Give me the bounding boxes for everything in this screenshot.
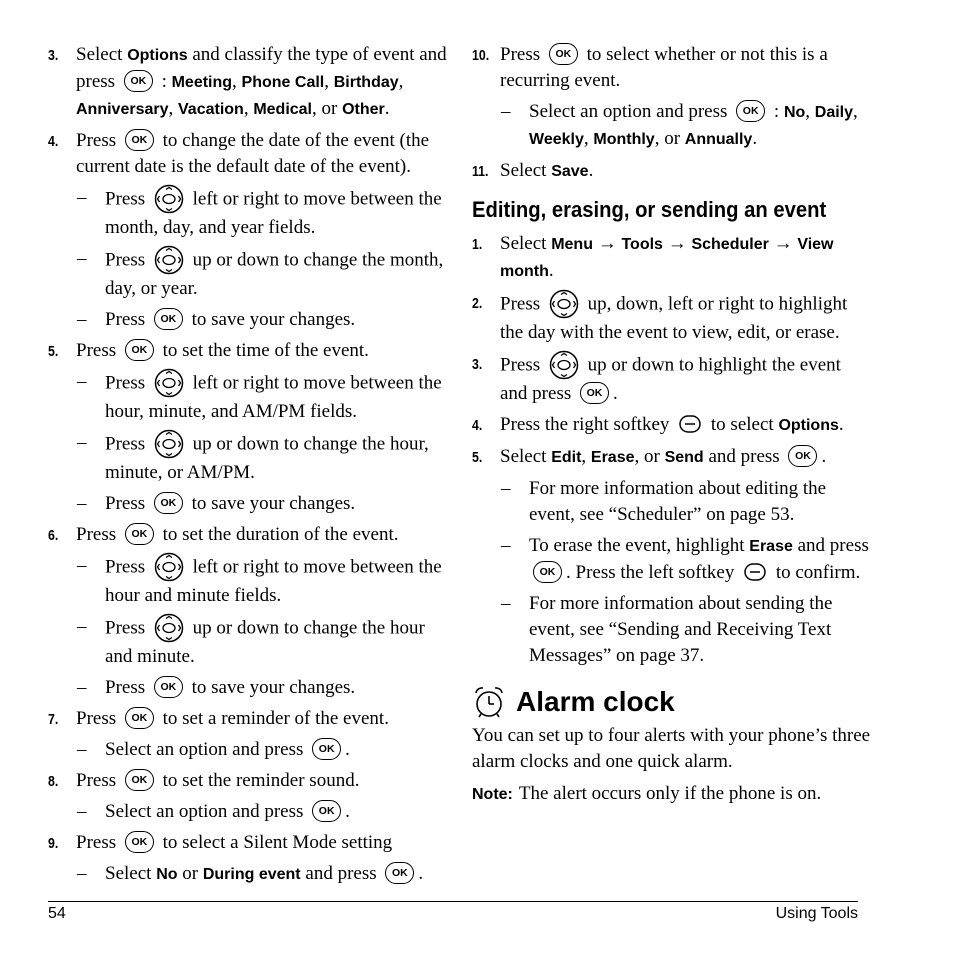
- step-number: 2.: [472, 296, 483, 312]
- ok-key-icon: OK: [312, 800, 341, 822]
- edit-step-5: 5. Select Edit, Erase, or Send and press OK .: [472, 444, 872, 471]
- ui-label-annually: Annually: [684, 131, 753, 148]
- step-number: 8.: [48, 774, 59, 790]
- footer-rule: [48, 901, 858, 902]
- step-number: 5.: [472, 450, 483, 466]
- ui-label-monthly: Monthly: [593, 131, 655, 148]
- step-9-sub-a: – Select No or During event and press OK .: [77, 863, 424, 884]
- ok-key-icon: OK: [154, 676, 183, 698]
- ok-key-icon: OK: [580, 382, 609, 404]
- step-6: 6. Press OK to set the duration of the event.: [48, 522, 448, 548]
- heading-editing-event: Editing, erasing, or sending an event: [472, 197, 827, 222]
- step-number: 7.: [48, 712, 59, 728]
- step-6-sub-c: – Press OK to save your changes.: [77, 677, 356, 698]
- ok-key-icon: OK: [125, 523, 154, 545]
- ui-label-medical: Medical: [253, 101, 312, 118]
- ui-label-menu: Menu: [551, 236, 593, 253]
- softkey-icon: [679, 415, 701, 433]
- step-number: 3.: [472, 357, 483, 373]
- ui-label-birthday: Birthday: [333, 74, 399, 91]
- step-number: 4.: [48, 134, 59, 150]
- ok-key-icon: OK: [788, 445, 817, 467]
- step-10: 10. Press OK to select whether or not this is a recurring event.: [472, 44, 828, 91]
- ok-key-icon: OK: [125, 129, 154, 151]
- step-4-sub-c: – Press OK to save your changes.: [77, 309, 356, 330]
- heading-alarm-clock: Alarm clock: [472, 685, 872, 719]
- ui-label-no: No: [783, 104, 806, 121]
- ui-label-send: Send: [664, 449, 704, 466]
- step-number: 6.: [48, 528, 59, 544]
- ok-key-icon: OK: [154, 492, 183, 514]
- ok-key-icon: OK: [312, 738, 341, 760]
- step-number: 5.: [48, 344, 59, 360]
- step-6-sub-b: – Press up or down to change the hour and minute.: [48, 614, 448, 670]
- note-label: Note:: [472, 786, 513, 803]
- step-number: 9.: [48, 836, 59, 852]
- step-number: 1.: [472, 237, 483, 253]
- ui-label-phone-call: Phone Call: [241, 74, 325, 91]
- step-7-sub-a: – Select an option and press OK .: [77, 739, 350, 760]
- ui-label-during-event: During event: [202, 866, 301, 883]
- step-number: 3.: [48, 48, 59, 64]
- navigation-key-icon: [154, 552, 184, 582]
- ok-key-icon: OK: [124, 70, 153, 92]
- ui-label-meeting: Meeting: [171, 74, 233, 91]
- step-5: 5. Press OK to set the time of the event.: [48, 338, 448, 364]
- ui-label-anniversary: Anniversary: [76, 101, 169, 118]
- step-7: 7. Press OK to set a reminder of the event.: [48, 706, 448, 732]
- step-4: 4. Press OK to change the date of the event (the current date is the default date of the event).: [48, 130, 430, 177]
- step-number: 4.: [472, 418, 483, 434]
- step-number: 11.: [472, 164, 489, 180]
- page-number: 54: [48, 905, 66, 922]
- edit-step-5-sub-a: – For more information about editing the event, see “Scheduler” on page 53.: [501, 478, 827, 525]
- edit-step-4: 4. Press the right softkey to select Options.: [472, 412, 872, 439]
- step-8: 8. Press OK to set the reminder sound.: [48, 768, 448, 794]
- step-9: 9. Press OK to select a Silent Mode setting: [48, 830, 448, 856]
- ui-label-scheduler: Scheduler: [691, 236, 769, 253]
- edit-step-3: 3. Press up or down to highlight the event and press OK .: [472, 351, 872, 407]
- step-11: 11. Select Save.: [472, 158, 872, 185]
- ok-key-icon: OK: [533, 561, 562, 583]
- navigation-key-icon: [154, 245, 184, 275]
- edit-step-5-sub-b: – To erase the event, highlight Erase and press OK . Press the left softkey to confirm.: [501, 535, 869, 583]
- navigation-key-icon: [154, 368, 184, 398]
- ui-label-view-month: View month: [500, 236, 834, 280]
- ok-key-icon: OK: [125, 339, 154, 361]
- ok-key-icon: OK: [154, 308, 183, 330]
- alarm-description: You can set up to four alerts with your phone’s three alarm clocks and one quick alarm.: [472, 725, 871, 772]
- softkey-icon: [744, 563, 766, 581]
- ui-label-tools: Tools: [621, 236, 663, 253]
- step-5-sub-c: – Press OK to save your changes.: [77, 493, 356, 514]
- navigation-key-icon: [549, 350, 579, 380]
- left-column: [48, 42, 448, 893]
- step-5-sub-b: – Press up or down to change the hour, minute, or AM/PM.: [48, 430, 448, 486]
- right-column: [472, 42, 872, 814]
- edit-step-1: 1. Select Menu → Tools → Scheduler → View month.: [472, 233, 834, 281]
- ok-key-icon: OK: [125, 707, 154, 729]
- step-4-sub-b: – Press up or down to change the month, day, or year.: [48, 246, 448, 302]
- ok-key-icon: OK: [125, 831, 154, 853]
- note-text: The alert occurs only if the phone is on.: [518, 783, 822, 804]
- step-5-sub-a: – Press left or right to move between the hour, minute, and AM/PM fields.: [48, 369, 448, 425]
- ok-key-icon: OK: [736, 100, 765, 122]
- step-10-sub-a: – Select an option and press OK : No, Daily, Weekly, Monthly, or Annually.: [501, 101, 858, 149]
- ui-label-vacation: Vacation: [178, 101, 244, 118]
- step-6-sub-a: – Press left or right to move between the hour and minute fields.: [48, 553, 448, 609]
- alarm-clock-icon: [472, 685, 506, 719]
- ok-key-icon: OK: [385, 862, 414, 884]
- ok-key-icon: OK: [549, 43, 578, 65]
- step-8-sub-a: – Select an option and press OK .: [77, 801, 350, 822]
- note: [472, 781, 872, 808]
- ui-label-erase: Erase: [590, 449, 635, 466]
- edit-step-2: 2. Press up, down, left or right to highlight the day with the event to view, edit, or erase.: [472, 290, 872, 346]
- navigation-key-icon: [549, 289, 579, 319]
- step-3: 3. Select Options and classify the type of event and press OK : Meeting, Phone Call, Birthday, Anniversary, Vacation, Medical, or Other.: [48, 44, 447, 119]
- step-number: 10.: [472, 48, 490, 64]
- navigation-key-icon: [154, 184, 184, 214]
- ui-label-save: Save: [551, 163, 589, 180]
- footer-section-title: Using Tools: [775, 905, 858, 922]
- ui-label-edit: Edit: [551, 449, 582, 466]
- ui-label-weekly: Weekly: [529, 131, 584, 148]
- ui-label-erase: Erase: [749, 538, 793, 555]
- navigation-key-icon: [154, 613, 184, 643]
- ui-label-options: Options: [127, 47, 188, 64]
- ui-label-other: Other: [342, 101, 385, 118]
- edit-step-5-sub-c: – For more information about sending the event, see “Sending and Receiving Text Messages” on page 37.: [501, 593, 833, 666]
- navigation-key-icon: [154, 429, 184, 459]
- ui-label-options: Options: [778, 417, 839, 434]
- ok-key-icon: OK: [125, 769, 154, 791]
- step-4-sub-a: – Press left or right to move between the month, day, and year fields.: [48, 185, 448, 241]
- ui-label-no: No: [156, 866, 178, 883]
- ui-label-daily: Daily: [814, 104, 854, 121]
